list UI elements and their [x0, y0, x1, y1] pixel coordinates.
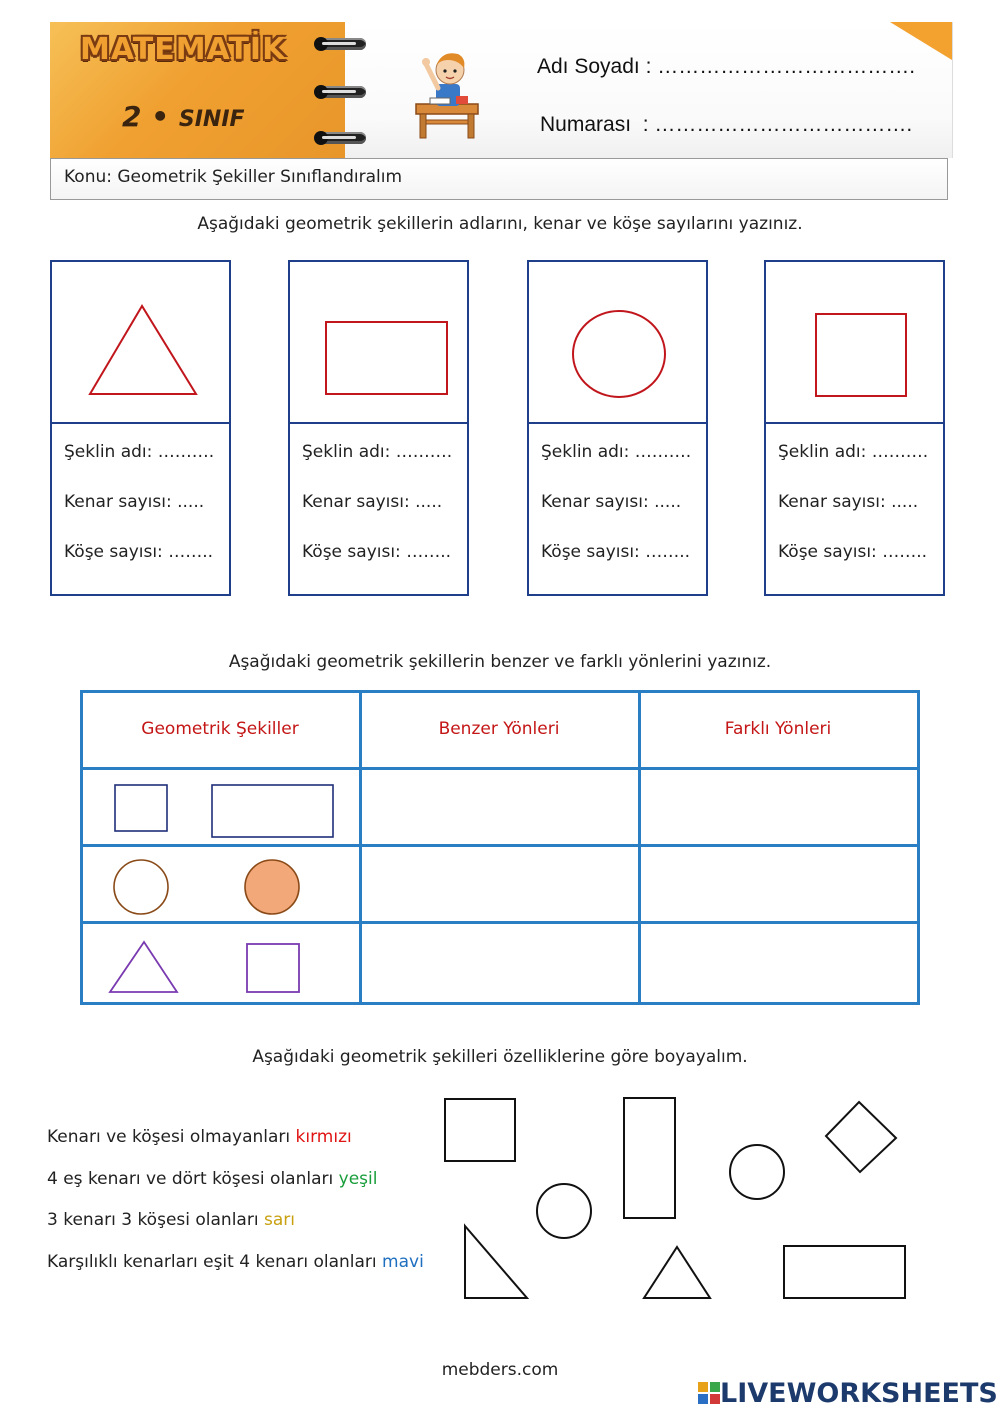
binder-ring-icon: [320, 132, 366, 144]
grade-label: [122, 100, 245, 133]
student-name-field[interactable]: Adı Soyadı : ……………………………….: [537, 55, 916, 78]
square-icon: [247, 944, 299, 992]
filled-circle-icon: [245, 860, 299, 914]
shape-name-field[interactable]: Şeklin adı: ……….: [778, 442, 929, 462]
different-answer-cell[interactable]: [641, 924, 917, 1002]
color-word-yellow: sarı: [263, 1210, 295, 1230]
section3-instruction: Aşağıdaki geometrik şekilleri özelliklerine göre boyayalım.: [252, 1047, 748, 1067]
similar-answer-cell[interactable]: [362, 924, 638, 1002]
corner-count-field[interactable]: Köşe sayısı: ……..: [64, 542, 213, 562]
shape-name-field[interactable]: Şeklin adı: ……….: [541, 442, 692, 462]
edge-count-field[interactable]: Kenar sayısı: .....: [302, 492, 443, 512]
liveworksheets-logo-icon: [698, 1382, 720, 1404]
student-number-field[interactable]: Numarası : ……………………………….: [540, 113, 913, 136]
colorable-tall-rectangle-icon[interactable]: [624, 1098, 675, 1218]
section1-instruction: Aşağıdaki geometrik şekillerin adlarını, kenar ve köşe sayılarını yazınız.: [197, 214, 803, 234]
coloring-rule-green: 4 eş kenarı ve dört köşesi olanları yeşil: [47, 1169, 378, 1189]
rectangle-icon: [290, 262, 467, 422]
binder-ring-icon: [320, 86, 366, 98]
colorable-right-triangle-icon[interactable]: [465, 1226, 527, 1298]
colorable-circle-icon[interactable]: [537, 1184, 591, 1238]
similar-answer-cell[interactable]: [362, 770, 638, 844]
coloring-rule-blue: Karşılıklı kenarları eşit 4 kenarı olanları mavi: [47, 1252, 424, 1272]
brand-title: MATEMATİK: [80, 32, 287, 67]
column-header-different: Farklı Yönleri: [724, 719, 832, 739]
section2-instruction: Aşağıdaki geometrik şekillerin benzer ve farklı yönlerini yazınız.: [228, 652, 772, 672]
coloring-rule-yellow: 3 kenarı 3 köşesi olanları sarı: [47, 1210, 295, 1230]
shape-card-rectangle: [288, 260, 469, 596]
coloring-shapes-area: [440, 1090, 920, 1310]
colorable-triangle-icon[interactable]: [644, 1247, 710, 1298]
rectangle-icon: [212, 785, 333, 837]
different-answer-cell[interactable]: [641, 770, 917, 844]
colorable-wide-rectangle-icon[interactable]: [784, 1246, 905, 1298]
grade-number: 2: [122, 100, 142, 133]
triangle-icon: [52, 262, 229, 422]
edge-count-field[interactable]: Kenar sayısı: .....: [541, 492, 682, 512]
square-icon: [115, 785, 167, 831]
liveworksheets-brand: LIVEWORKSHEETS: [720, 1378, 998, 1409]
similar-answer-cell[interactable]: [362, 847, 638, 921]
different-answer-cell[interactable]: [641, 847, 917, 921]
footer-site: mebders.com: [441, 1360, 559, 1380]
shape-card-circle: [527, 260, 708, 596]
column-header-similar: Benzer Yönleri: [438, 719, 560, 739]
shape-card-triangle: [50, 260, 231, 596]
topic-label: Konu: Geometrik Şekiller Sınıflandıralım: [64, 167, 403, 187]
edge-count-field[interactable]: Kenar sayısı: .....: [778, 492, 919, 512]
corner-count-field[interactable]: Köşe sayısı: ……..: [302, 542, 451, 562]
square-icon: [766, 262, 943, 422]
color-word-red: kırmızı: [295, 1127, 352, 1147]
binder-ring-icon: [320, 38, 366, 50]
shape-name-field[interactable]: Şeklin adı: ……….: [64, 442, 215, 462]
table-row: [83, 770, 359, 844]
grade-dot: •: [151, 100, 170, 133]
corner-count-field[interactable]: Köşe sayısı: ……..: [541, 542, 690, 562]
colorable-square-icon[interactable]: [445, 1099, 515, 1161]
grade-word: SINIF: [178, 107, 245, 132]
student-at-desk-icon: [408, 40, 488, 140]
circle-icon: [114, 860, 168, 914]
color-word-blue: mavi: [382, 1252, 424, 1272]
table-row: [83, 847, 359, 921]
triangle-icon: [110, 942, 177, 992]
shape-card-square: [764, 260, 945, 596]
circle-icon: [529, 262, 706, 422]
column-header-shapes: Geometrik Şekiller: [141, 719, 299, 739]
corner-count-field[interactable]: Köşe sayısı: ……..: [778, 542, 927, 562]
colorable-diamond-square-icon[interactable]: [826, 1102, 896, 1172]
table-row: [83, 924, 359, 1002]
coloring-rule-red: Kenarı ve köşesi olmayanları kırmızı: [47, 1127, 352, 1147]
edge-count-field[interactable]: Kenar sayısı: .....: [64, 492, 205, 512]
shape-name-field[interactable]: Şeklin adı: ……….: [302, 442, 453, 462]
color-word-green: yeşil: [338, 1169, 378, 1189]
colorable-circle-icon[interactable]: [730, 1145, 784, 1199]
comparison-table: [80, 690, 920, 1005]
